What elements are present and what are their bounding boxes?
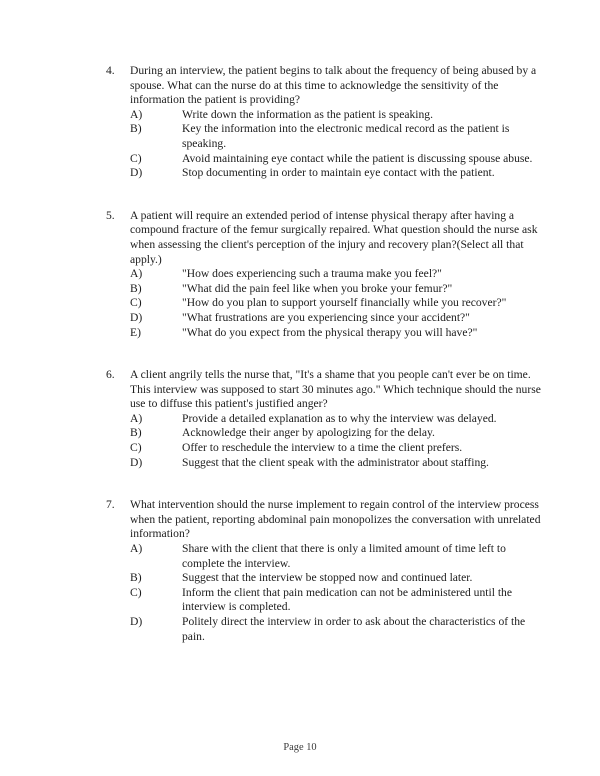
answer-option[interactable] — [130, 166, 550, 181]
answer-option-letter: D) — [130, 166, 143, 180]
answer-option[interactable] — [130, 456, 550, 471]
question-number: 7. — [106, 498, 115, 512]
answer-option[interactable] — [130, 311, 550, 326]
answer-option-text: "What frustrations are you experiencing since your accident?" — [182, 310, 470, 324]
answer-option[interactable] — [130, 571, 550, 586]
answer-option[interactable] — [130, 267, 550, 282]
question-block — [100, 498, 550, 644]
question-stem-text: A client angrily tells the nurse that, "It's a shame that you people can't ever be on time. This interview was supposed to start 30 minutes ago." Which technique should the nurse use to diffuse this patient's justified anger? — [130, 368, 541, 411]
question-stem — [106, 209, 550, 267]
answer-option-letter: B) — [130, 281, 142, 295]
answer-option-text: Suggest that the client speak with the administrator about staffing. — [182, 455, 489, 469]
answer-option-text: Offer to reschedule the interview to a time the client prefers. — [182, 441, 463, 455]
answer-option-text: Write down the information as the patient is speaking. — [182, 107, 433, 121]
answer-option[interactable] — [130, 586, 550, 615]
answer-option[interactable] — [130, 282, 550, 297]
answer-option-text: Suggest that the interview be stopped now and continued later. — [182, 571, 473, 585]
answer-option-text: "How does experiencing such a trauma make you feel?" — [182, 267, 442, 281]
question-block — [100, 64, 550, 181]
answer-option-letter: A) — [130, 542, 143, 556]
answer-option[interactable] — [130, 615, 550, 644]
page-footer: Page 10 — [283, 742, 317, 753]
answer-option-text: Provide a detailed explanation as to why the interview was delayed. — [182, 411, 497, 425]
question-block — [100, 209, 550, 340]
answer-option-text: "What do you expect from the physical therapy you will have?" — [182, 325, 478, 339]
answer-option-letter: C) — [130, 296, 142, 310]
answer-option-text: Inform the client that pain medication can not be administered until the interview is completed. — [182, 585, 512, 614]
question-block — [100, 368, 550, 470]
question-stem — [106, 64, 550, 108]
answer-option-text: "How do you plan to support yourself financially while you recover?" — [182, 296, 507, 310]
answer-option-letter: A) — [130, 107, 143, 121]
question-stem-text: During an interview, the patient begins to talk about the frequency of being abused by a spouse. What can the nurse do at this time to acknowledge the sensitivity of the information the patient is providing? — [130, 64, 537, 107]
answer-option-text: Key the information into the electronic medical record as the patient is speaking. — [182, 122, 510, 150]
answer-option-text: Share with the client that there is only a limited amount of time left to complete the interview. — [182, 542, 506, 570]
answer-option-letter: B) — [130, 122, 142, 136]
answer-option-text: Acknowledge their anger by apologizing for the delay. — [182, 426, 435, 440]
answer-option-text: Stop documenting in order to maintain eye contact with the patient. — [182, 166, 495, 180]
answer-option-letter: C) — [130, 585, 142, 599]
answer-option-letter: C) — [130, 151, 142, 165]
answer-option-letter: A) — [130, 411, 143, 425]
answer-option-list — [100, 542, 550, 644]
answer-option-text: Politely direct the interview in order to ask about the characteristics of the pain. — [182, 615, 526, 643]
answer-option-letter: D) — [130, 615, 143, 628]
answer-option-letter: C) — [130, 441, 142, 455]
answer-option[interactable] — [130, 152, 550, 167]
answer-option-list — [100, 108, 550, 181]
answer-option[interactable] — [130, 542, 550, 571]
answer-option[interactable] — [130, 426, 550, 441]
answer-option-text: Avoid maintaining eye contact while the patient is discussing spouse abuse. — [182, 151, 533, 165]
answer-option-list — [100, 412, 550, 470]
answer-option-letter: B) — [130, 426, 142, 440]
answer-option-letter: E) — [130, 325, 141, 339]
answer-option[interactable] — [130, 441, 550, 456]
question-number: 5. — [106, 208, 115, 222]
answer-option-letter: D) — [130, 455, 143, 469]
question-stem — [106, 368, 550, 412]
question-stem — [106, 498, 550, 542]
answer-option[interactable] — [130, 412, 550, 427]
question-list — [100, 64, 550, 644]
answer-option-letter: A) — [130, 267, 143, 281]
answer-option[interactable] — [130, 296, 550, 311]
answer-option[interactable] — [130, 108, 550, 123]
question-number: 6. — [106, 368, 115, 382]
question-stem-text: A patient will require an extended period of intense physical therapy after having a compound fracture of the femur surgically repaired. What question should the nurse ask when assessing the client's perception of the injury and recovery plan?(Select all that apply.) — [130, 208, 538, 266]
answer-option-text: "What did the pain feel like when you broke your femur?" — [182, 281, 453, 295]
answer-option-letter: B) — [130, 571, 142, 585]
question-number: 4. — [106, 64, 115, 77]
answer-option-letter: D) — [130, 310, 143, 324]
question-stem-text: What intervention should the nurse implement to regain control of the interview process when the patient, reporting abdominal pain monopolizes the conversation with unrelated information? — [130, 498, 541, 541]
answer-option[interactable] — [130, 326, 550, 341]
answer-option[interactable] — [130, 122, 550, 151]
answer-option-list — [100, 267, 550, 340]
